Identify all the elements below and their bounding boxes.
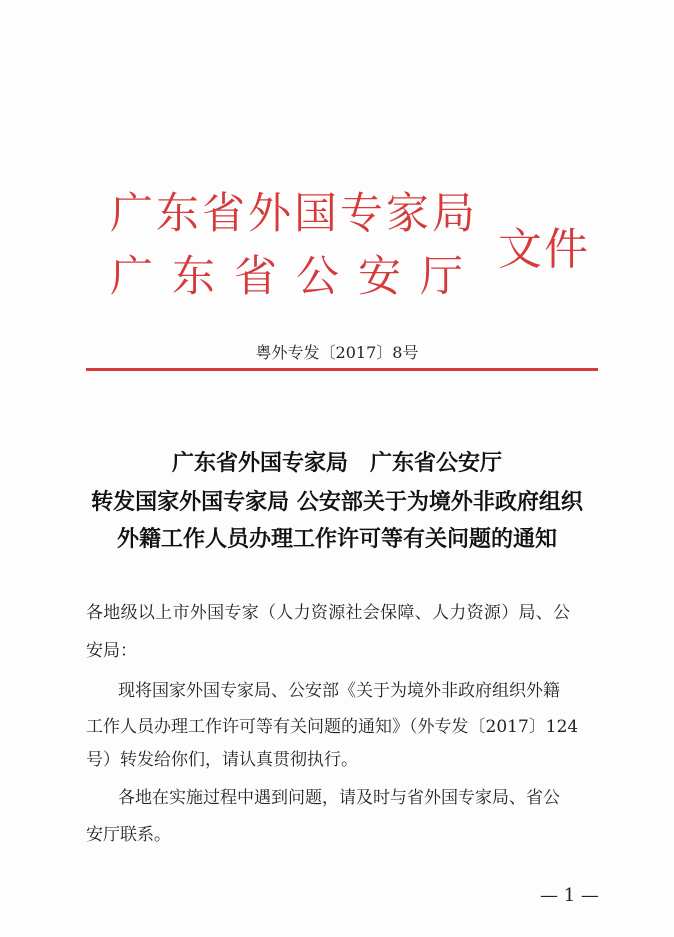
body-paragraph-1-line-2: 工作人员办理工作许可等有关问题的通知》（外专发〔2017〕124 — [86, 717, 579, 737]
body-paragraph-2-line-2: 安厅联系。 — [86, 825, 171, 845]
issuing-org-foreign-experts: 广东省外国专家局 — [110, 189, 478, 239]
document-number: 粤外专发〔2017〕8号 — [255, 343, 419, 362]
body-paragraph-2-line-1: 各地在实施过程中遇到问题，请及时与省外国专家局、省公 — [118, 788, 560, 808]
title-line-2: 转发国家外国专家局 公安部关于为境外非政府组织 — [91, 489, 583, 515]
body-paragraph-1-line-1: 现将国家外国专家局、公安部《关于为境外非政府组织外籍 — [118, 681, 560, 701]
body-paragraph-1-line-3: 号）转发给你们，请认真贯彻执行。 — [86, 750, 358, 770]
title-line-3: 外籍工作人员办理工作许可等有关问题的通知 — [116, 526, 557, 552]
issuing-org-public-security: 广东省公安厅 — [110, 252, 482, 302]
title-line-1: 广东省外国专家局 广东省公安厅 — [171, 450, 502, 476]
document-type-label: 文件 — [498, 224, 590, 275]
red-divider-line — [86, 368, 598, 371]
salutation-line-1: 各地级以上市外国专家（人力资源社会保障、人力资源）局、公 — [86, 603, 571, 623]
page-number: — 1 — — [540, 885, 599, 906]
salutation-line-2: 安局： — [86, 641, 137, 661]
